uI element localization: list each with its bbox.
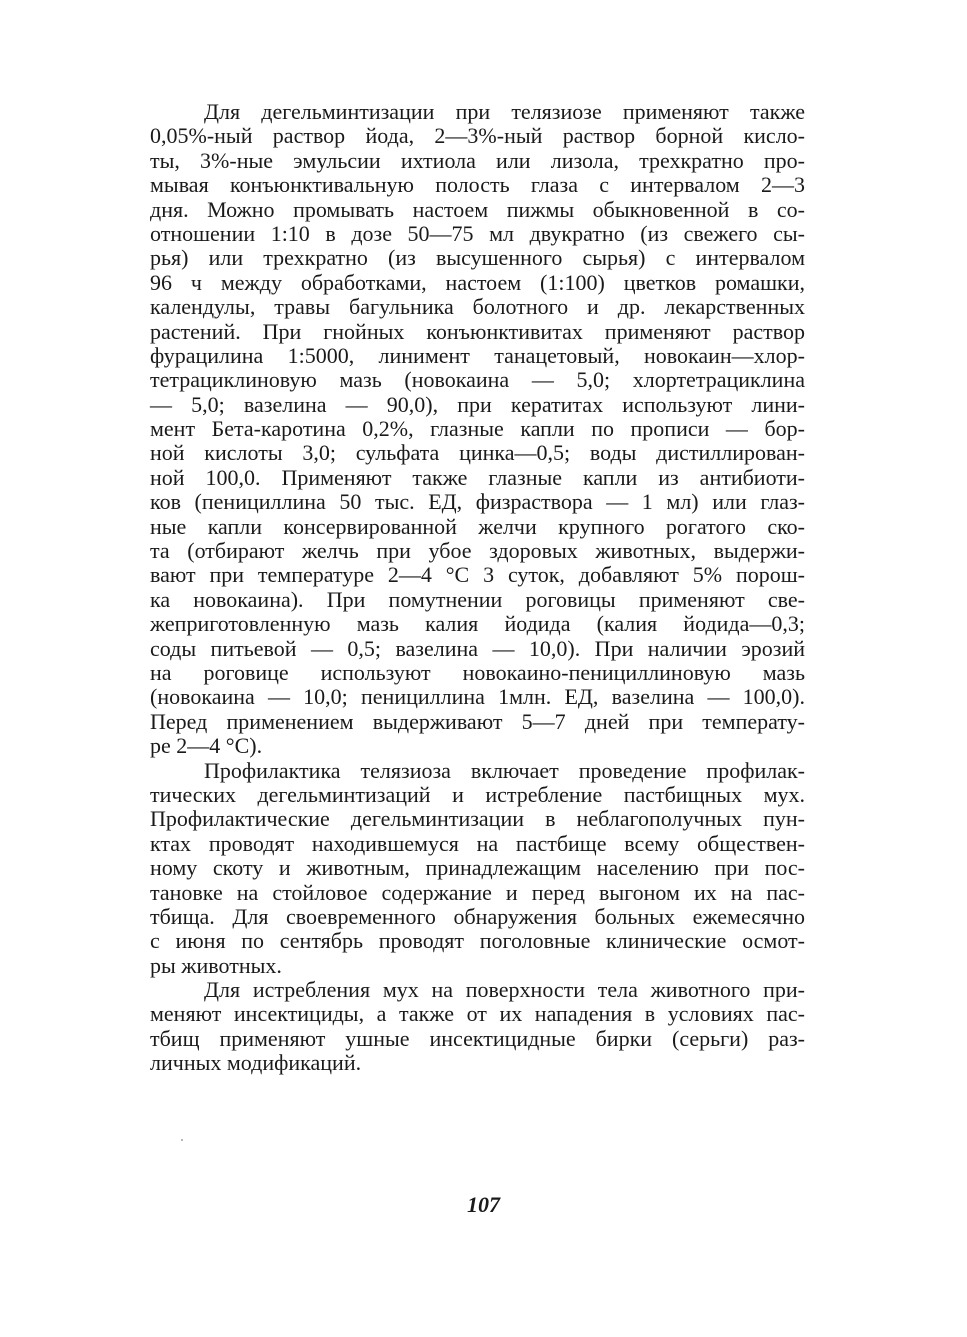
text-line: на роговице используют новокаино-пенициллиновую мазь [150,659,805,685]
text-line: тбища. Для своевременного обнаружения больных ежемесячно [150,903,805,929]
text-line: Для дегельминтизации при телязиозе применяют также [204,99,805,124]
text-line: фурацилина 1:5000, линимент танацетовый, новокаин—хлор- [150,342,805,368]
text-line: жеприготовленную мазь калия йодида (калия йодида—0,3; [150,611,805,637]
text-line: ре 2—4 °С). [150,733,263,759]
text-line: отношении 1:10 в дозе 50—75 мл двукратно (из свежего сы- [150,220,805,246]
text-line: та (отбирают желчь при убое здоровых животных, выдержи- [150,538,805,564]
text-line: ной кислоты 3,0; сульфата цинка—0,5; воды дистиллирован- [150,440,805,466]
text-line: 96 ч между обработками, настоем (1:100) цветков ромашки, [150,269,805,295]
text-line: мывая конъюнктивальную полость глаза с интервалом 2—3 [150,172,805,198]
text-line: Перед применением выдерживают 5—7 дней при температу- [150,708,805,734]
text-line: календулы, травы багульника болотного и др. лекарственных [150,294,805,320]
text-line: ные капли консервированной желчи крупного рогатого ско- [150,513,805,539]
text-line: рья) или трехкратно (из высушенного сырья) с интервалом [150,245,805,271]
text-line: ктах проводят находившемуся на пастбище всему обществен- [150,830,805,856]
text-line: 0,05%-ный раствор йода, 2—3%-ный раствор борной кисло- [150,123,805,149]
scan-speck [181,1139,183,1141]
paragraph-fly-control [150,978,805,1076]
text-line: соды питьевой — 0,5; вазелина — 10,0). При наличии эрозий [150,635,805,661]
text-line: ков (пенициллина 50 тыс. ЕД, физраствора — 1 мл) или глаз- [150,489,805,515]
text-line: с июня по сентябрь проводят поголовные клинические осмот- [150,928,805,954]
text-line: тановке на стойловое содержание и перед выгоном их на пас- [150,879,805,905]
text-line: ной 100,0. Применяют также глазные капли из антибиоти- [150,464,805,490]
text-line: личных модификаций. [150,1050,362,1076]
text-line: тических дегельминтизаций и истребление пастбищных мух. [150,781,805,807]
text-line: мент Бета-каротина 0,2%, глазные капли по прописи — бор- [150,416,805,442]
text-line: вают при температуре 2—4 °С 3 суток, добавляют 5% порош- [150,562,805,588]
text-line: — 5,0; вазелина — 90,0), при кератитах используют лини- [150,391,805,417]
text-line: (новокаина — 10,0; пенициллина 1млн. ЕД, вазелина — 100,0). [150,684,805,710]
text-line: меняют инсектициды, а также от их нападения в условиях пас- [150,1001,805,1027]
text-line: тбищ применяют ушные инсектицидные бирки (серьги) раз- [150,1025,805,1051]
text-line: ному скоту и животным, принадлежащим населению при пос- [150,855,805,881]
page-number: 107 [467,1192,500,1217]
body-text [150,100,805,1076]
text-line: ты, 3%-ные эмульсии ихтиола или лизола, трехкратно про- [150,147,805,173]
text-line: Профилактика телязиоза включает проведение профилак- [204,757,805,783]
text-line: ры животных. [150,952,282,978]
text-line: ка новокаина). При помутнении роговицы применяют све- [150,586,805,612]
paragraph-prophylaxis [150,759,805,979]
text-line: тетрациклиновую мазь (новокаина — 5,0; хлортетрациклина [150,367,805,393]
text-line: дня. Можно промывать настоем пижмы обыкновенной в со- [150,196,805,222]
text-line: растений. При гнойных конъюнктивитах применяют раствор [150,318,805,344]
text-line: Профилактические дегельминтизации в неблагополучных пун- [150,806,805,832]
text-line: Для истребления мух на поверхности тела животного при- [204,977,805,1003]
paragraph-treatment [150,100,805,759]
